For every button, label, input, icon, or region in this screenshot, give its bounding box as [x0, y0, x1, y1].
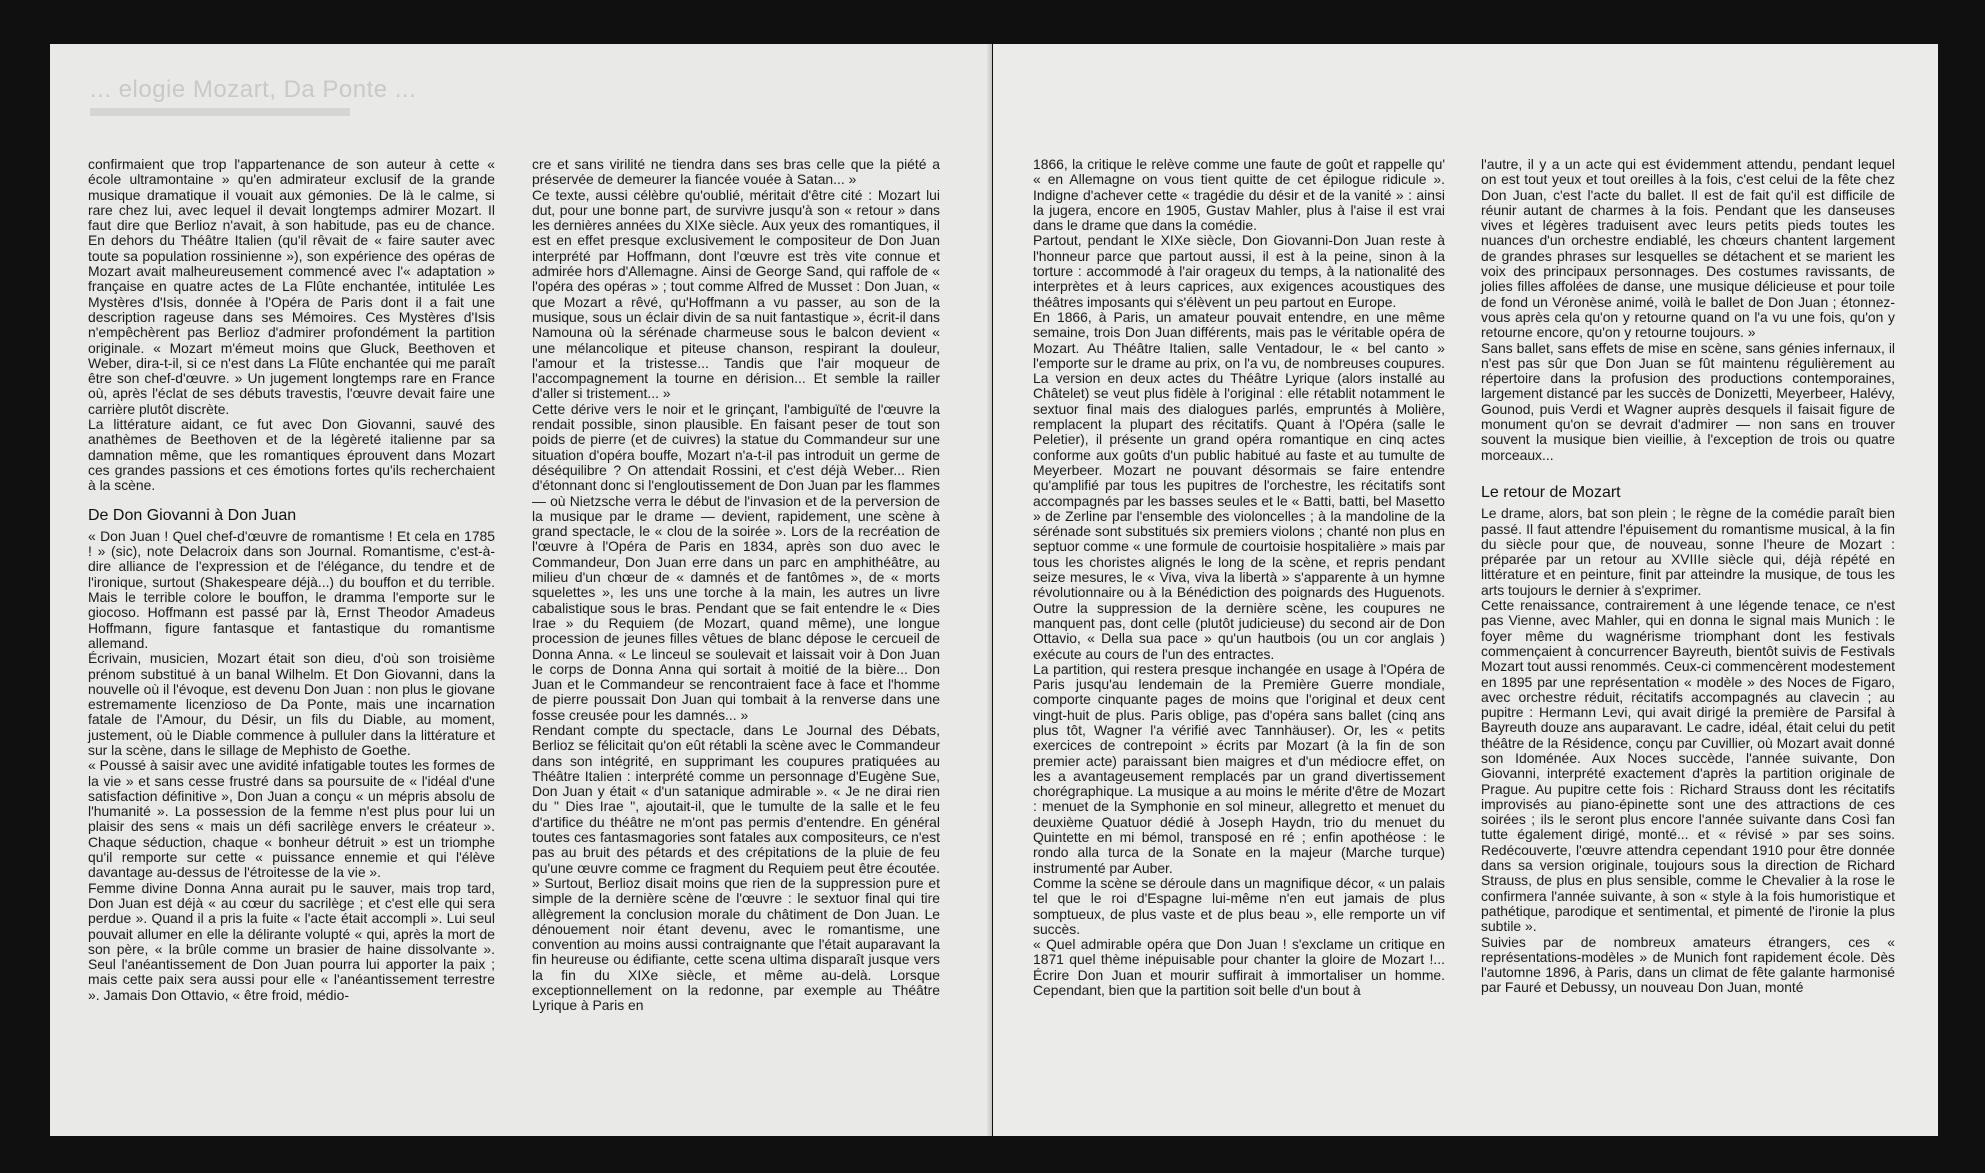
- paragraph: La littérature aidant, ce fut avec Don Giovanni, sauvé des anathèmes de Beethoven et de la légèreté italienne par sa damnation même, que les romantiques éprouvent dans Mozart ces grandes passions et ces émotions fortes qu'ils recherchaient à la scène.: [88, 416, 495, 494]
- paragraph: Écrivain, musicien, Mozart était son dieu, d'où son troisième prénom substitué à un banal Wilhelm. Et Don Giovanni, dans la nouvelle où il l'évoque, est devenu Don Juan : non plus le giovane estremamente licenzioso de Da Ponte, mais une incarnation fatale de l'Amour, du Désir, un fils du Diable, au moment, justement, où le Diable commence à pulluler dans la littérature et sur la scène, dans le sillage de Mephisto de Goethe.: [88, 650, 495, 758]
- left-column-1: [88, 157, 495, 1003]
- paragraph: « Poussé à saisir avec une avidité infatigable toutes les formes de la vie » et sans cesse frustré dans sa poursuite de « l'idéal d'une satisfaction définitive », Don Juan a conçu « un mépris absolu de l'humanité ». La possession de la femme n'est plus pour lui un plaisir des sens « mais un défi sacrilège envers le créateur ». Chaque séduction, chaque « bonheur détruit » est un triomphe qu'il remporte sur cette « puissance ennemie et qui l'élève davantage au-dessus de l'étroitesse de la vie ».: [88, 757, 495, 881]
- paragraph: Suivies par de nombreux amateurs étrangers, ces « représentations-modèles » de Munich font rapidement école. Dès l'automne 1896, à Paris, dans un climat de fête galante harmonisé par Fauré et Debussy, un nouveau Don Juan, monté: [1481, 933, 1895, 996]
- paragraph: l'autre, il y a un acte qui est évidemment attendu, pendant lequel on est tout yeux et tout oreilles à la fois, c'est celui de la fête chez Don Juan, c'est l'acte du ballet. Il est de fait qu'il est difficile de réunir autant de charmes à la fois. Pendant que les danseuses vives et légères traduisent avec leurs petits pieds toutes les nuances d'un orchestre endiablé, les chœurs chantent largement de grandes phrases sur lesquelles se détachent et se marient les voix des principaux personnages. Des costumes ravissants, de jolies filles affolées de danse, une musique délicieuse et pour toile de fond un Véronèse animé, voilà le ballet de Don Juan ; étonnez-vous après cela qu'on y retourne quand on l'a vu une fois, qu'on y retourne encore, qu'on y retourne toujours. »: [1481, 156, 1895, 341]
- paragraph: « Don Juan ! Quel chef-d'œuvre de romantisme ! Et cela en 1785 ! » (sic), note Delacroix dans son Journal. Romantisme, c'est-à-dire alliance de l'expression et de l'élégance, du tendre et de l'ironique, surtout (Shakespeare déjà...) du bouffon et du terrible. Mais le terrible colore le bouffon, le dramma l'emporte sur le giocoso. Hoffmann est passé par là, Ernst Theodor Amadeus Hoffmann, figure fantasque et fantastique du romantisme allemand.: [88, 527, 495, 651]
- page-header-ghost-rule: [90, 108, 350, 116]
- page-header-ghost: ... elogie Mozart, Da Ponte ...: [90, 76, 417, 103]
- left-column-2: [532, 157, 940, 1014]
- paragraph: Partout, pendant le XIXe siècle, Don Giovanni-Don Juan reste à l'honneur parce que partout aussi, il est à la peine, sinon à la torture : accommodé à l'air orageux du temps, à la nationalité des interprètes et à leurs caprices, aux exigences acoustiques des théâtres imposants qui s'élèvent un peu partout en Europe.: [1033, 232, 1445, 310]
- right-column-2: [1481, 157, 1895, 996]
- paragraph: Comme la scène se déroule dans un magnifique décor, « un palais tel que le roi d'Espagne lui-même n'en eut jamais de plus somptueux, de plus vaste et de plus beau », elle remporte un vif succès.: [1033, 874, 1445, 937]
- right-page: [993, 44, 1938, 1136]
- left-page: [50, 44, 992, 1136]
- paragraph: cre et sans virilité ne tiendra dans ses bras celle que la piété a préservée de demeurer la fiancée vouée à Satan... »: [532, 156, 940, 188]
- section-heading: De Don Giovanni à Don Juan: [88, 506, 297, 524]
- paragraph: Ce texte, aussi célèbre qu'oublié, méritait d'être cité : Mozart lui dut, pour une bonne part, de survivre jusqu'à son « retour » dans les dernières années du XIXe siècle. Aux yeux des romantiques, il est en effet presque exclusivement le compositeur de Don Juan interprété par Hoffmann, dont l'œuvre est très vite connue et admirée hors d'Allemagne. Ainsi de George Sand, qui raffole de « l'opéra des opéras » ; tout comme Alfred de Musset : Don Juan, « que Mozart a rêvé, qu'Hoffmann a vu passer, au son de la musique, sous un éclair divin de sa nuit fantastique », écrit-il dans Namouna où la sérénade charmeuse sous le balcon devient « une mélancolique et piteuse chanson, respirant la douleur, l'amour et la tristesse... Tandis que l'air moqueur de l'accompagnement la tourne en dérision... Et semble la railler d'aller si tristement... »: [532, 186, 940, 402]
- paragraph: Le drame, alors, bat son plein ; le règne de la comédie paraît bien passé. Il faut attendre l'épuisement du romantisme musical, à la fin du siècle pour que, de nouveau, sonne l'heure de Mozart : préparée par un retour au XVIIIe siècle qui, déjà répété en littérature et en peinture, finit par atteindre la musique, de tous les arts toujours le dernier à s'exprimer.: [1481, 505, 1895, 598]
- section-heading: Le retour de Mozart: [1481, 483, 1621, 501]
- paragraph: « Quel admirable opéra que Don Juan ! s'exclame un critique en 1871 quel thème inépuisable pour chanter la gloire de Mozart !... Écrire Don Juan et mourir suffirait à immortaliser un homme. Cependant, bien que la partition soit belle d'un bout à: [1033, 936, 1445, 999]
- paragraph: Rendant compte du spectacle, dans Le Journal des Débats, Berlioz se félicitait qu'on eût rétabli la scène avec le Commandeur dans son intégrité, en supprimant les coupures pratiquées au Théâtre Italien : interprété comme un personnage d'Eugène Sue, Don Juan y était « d'un satanique admirable ». « Je ne dirai rien du " Dies Irae ", ajoutait-il, que le tumulte de la salle et le feu d'artifice du théâtre ne m'ont pas permis d'entendre. En général toutes ces fantasmagories sont fatales aux compositeurs, ce n'est pas au bruit des pétards et des crépitations de la pluie de feu qu'une œuvre comme ce fragment du Requiem peut être écoutée. » Surtout, Berlioz disait moins que rien de la suppression pure et simple de la dernière scène de l'œuvre : le sextuor final qui tire allègrement la conclusion morale du châtiment de Don Juan. Le dénouement noir étant devenu, avec le romantisme, une convention au moins aussi contraignante que l'était auparavant la fin heureuse ou édifiante, cette scena ultima disparaît jusque vers la fin du XIXe siècle, et même au-delà. Lorsque exceptionnellement on la redonne, par exemple au Théâtre Lyrique à Paris en: [532, 721, 940, 1014]
- paragraph: 1866, la critique le relève comme une faute de goût et rappelle qu' « en Allemagne on vous tient quitte de cet épilogue ridicule ». Indigne d'achever cette « tragédie du désir et de la vanité » : ainsi la jugera, encore en 1905, Gustav Mahler, plus à l'aise il est vrai dans le drame que dans la comédie.: [1033, 156, 1445, 234]
- paragraph: Cette dérive vers le noir et le grinçant, l'ambiguïté de l'œuvre la rendait possible, sinon plausible. En faisant peser de tout son poids de pierre (et de cuivres) la statue du Commandeur sur une situation d'opéra bouffe, Mozart n'a-t-il pas introduit un germe de déséquilibre ? On attendait Rossini, et c'est déjà Weber... Rien d'étonnant donc si l'engloutissement de Don Juan par les flammes — où Nietzsche verra le début de l'invasion et de la perversion de la musique par le drame — devient, rapidement, une scène à grand spectacle, le « clou de la soirée ». Lors de la recréation de l'œuvre à l'Opéra de Paris en 1834, après son duo avec le Commandeur, Don Juan erre dans un parc en amphithéâtre, au milieu d'un chœur de « damnés et de fantômes », de « morts squelettes », les uns une torche à la main, les autres un livre cabalistique sous le bras. Pendant que se fait entendre le « Dies Irae » du Requiem (de Mozart, quand même), une longue procession de jeunes filles vêtues de blanc dépose le cercueil de Donna Anna. « Le linceul se soulevait et laissait voir à Don Juan le corps de Donna Anna qui sortait à moitié de la bière... Don Juan et le Commandeur se rencontraient face à face et l'homme de pierre poussait Don Juan qui tombait à la renverse dans une fosse creusée pour les damnés... »: [532, 400, 940, 723]
- paragraph: confirmaient que trop l'appartenance de son auteur à cette « école ultramontaine » qu'en admirateur exclusif de la grande musique dramatique il vouait aux gémonies. De là le calme, si rare chez lui, avec lequel il devait longtemps admirer Mozart. Il faut dire que Berlioz n'avait, à son habitude, pas eu de chance. En dehors du Théâtre Italien (qu'il rêvait de « faire sauter avec toute sa population rossinienne »), son expérience des opéras de Mozart avait malheureusement commencé avec l'« adaptation » française en quatre actes de La Flûte enchantée, intitulée Les Mystères d'Isis, donnée à l'Opéra de Paris dont il a fait une description rageuse dans ses Mémoires. Ces Mystères d'Isis n'empêchèrent pas Berlioz d'admirer profondément la partition originale. « Mozart m'émeut moins que Gluck, Beethoven et Weber, dira-t-il, si ce n'est dans La Flûte enchantée qui me paraît être son chef-d'œuvre. » Un jugement longtemps rare en France où, après l'éclat de ses débuts travestis, l'œuvre devait faire une carrière plutôt discrète.: [88, 156, 495, 417]
- paragraph: Femme divine Donna Anna aurait pu le sauver, mais trop tard, Don Juan est déjà « au cœur du sacrilège ; et c'est elle qui sera perdue ». Quand il a pris la fuite « l'acte était accompli ». Lui seul pouvait allumer en elle la délirante volupté « qui, après la mort de son père, « la brûle comme un brasier de haine dissolvante ». Seul l'anéantissement de Don Juan pourra lui apporter la paix ; mais cette paix sera aussi pour elle « l'anéantissement terrestre ». Jamais Don Ottavio, « être froid, médio-: [88, 879, 495, 1003]
- paragraph: Cette renaissance, contrairement à une légende tenace, ce n'est pas Vienne, avec Mahler, qui en donna le signal mais Munich : le foyer même du wagnérisme triomphant dont les festivals commençaient à concurrencer Bayreuth, bientôt suivis de Festivals Mozart tout aussi renommés. Ceux-ci commencèrent modestement en 1895 par une représentation « modèle » des Noces de Figaro, avec orchestre réduit, récitatifs accompagnés au clavecin ; au pupitre : Hermann Levi, qui avait dirigé la première de Parsifal à Bayreuth douze ans auparavant. Le cadre, idéal, était celui du petit théâtre de la Résidence, conçu par Cuvillier, où Mozart avait donné son Idoménée. Aux Noces succède, l'année suivante, Don Giovanni, interprété exactement d'après la partition originale de Prague. Au pupitre cette fois : Richard Strauss dont les récitatifs improvisés au piano-épinette sont une des attractions de ces soirées ; ils le seront plus encore l'année suivante dans Così fan tutte également dirigé, monté... et « révisé » par ses soins. Redécouverte, l'œuvre attendra cependant 1910 pour être donnée dans sa version originale, toujours sous la direction de Richard Strauss, de plus en plus sensible, comme le Chevalier à la rose le confirmera l'année suivante, à son « style à la fois humoristique et pathétique, parodique et sentimental, et pimenté de l'ironie la plus subtile ».: [1481, 597, 1895, 935]
- right-column-1: [1033, 157, 1445, 998]
- paragraph: La partition, qui restera presque inchangée en usage à l'Opéra de Paris jusqu'au lendemain de la Première Guerre mondiale, comporte cinquante pages de moins que l'original et deux cent vingt-huit de plus. Paris oblige, pas d'opéra sans ballet (cinq ans plus tôt, Wagner l'a vérifié avec Tannhäuser). Or, les « petits exercices de contrepoint » écrits par Mozart (à la fin de son premier acte) paraissant bien maigres et d'un médiocre effet, on les a avantageusement remplacés par un grand divertissement chorégraphique. La musique a au moins le mérite d'être de Mozart : menuet de la Symphonie en sol mineur, allegretto et menuet du deuxième Quatuor dédié à Joseph Haydn, trio du menuet du Quintette en mi bémol, transposé en ré ; enfin apothéose : le rondo alla turca de la Sonate en la majeur (Marche turque) instrumenté par Auber.: [1033, 660, 1445, 876]
- paragraph: En 1866, à Paris, un amateur pouvait entendre, en une même semaine, trois Don Juan différents, mais pas le véritable opéra de Mozart. Au Théâtre Italien, salle Ventadour, le « bel canto » l'emporte sur le drame au prix, on l'a vu, de nombreuses coupures. La version en deux actes du Théâtre Lyrique (alors installé au Châtelet) se veut plus fidèle à l'original : elle rétablit notamment le sextuor final mais des dialogues parlés, empruntés à Molière, remplacent la plupart des récitatifs. Quant à l'Opéra (salle le Peletier), il présente un grand opéra romantique en cinq actes conforme aux goûts d'un public habitué au faste et au tumulte de Meyerbeer. Mozart ne pouvant désormais se faire entendre qu'amplifié par tous les pupitres de l'orchestre, les récitatifs sont accompagnés par les basses seules et le « Batti, batti, bel Masetto » de Zerline par l'ensemble des violoncelles ; à la mandoline de la sérénade sont substitués six premiers violons ; chanté non plus en septuor comme « une formule de courtoisie hospitalière » mais par tous les choristes alignés le long de la scène, et repris pendant seize mesures, le « Viva, viva la libertà » s'apparente à un hymne révolutionnaire ou à la Bénédiction des poignards des Huguenots. Outre la suppression de la dernière scène, les coupures ne manquent pas, dont celle (plutôt judicieuse) du second air de Don Ottavio, « Della sua pace » qu'un hautbois (ou un cor anglais ) exécute au cours de l'un des entractes.: [1033, 308, 1445, 662]
- paragraph: Sans ballet, sans effets de mise en scène, sans génies infernaux, il n'est pas sûr que Don Juan se fût maintenu régulièrement au répertoire dans la profusion des productions contemporaines, largement distancé par les succès de Donizetti, Meyerbeer, Halévy, Gounod, puis Verdi et Wagner auprès desquels il faisait figure de monument qu'on se devrait d'admirer — non sans en trouver souvent la musique bien vieillie, à l'exception de trois ou quatre morceaux...: [1481, 339, 1895, 463]
